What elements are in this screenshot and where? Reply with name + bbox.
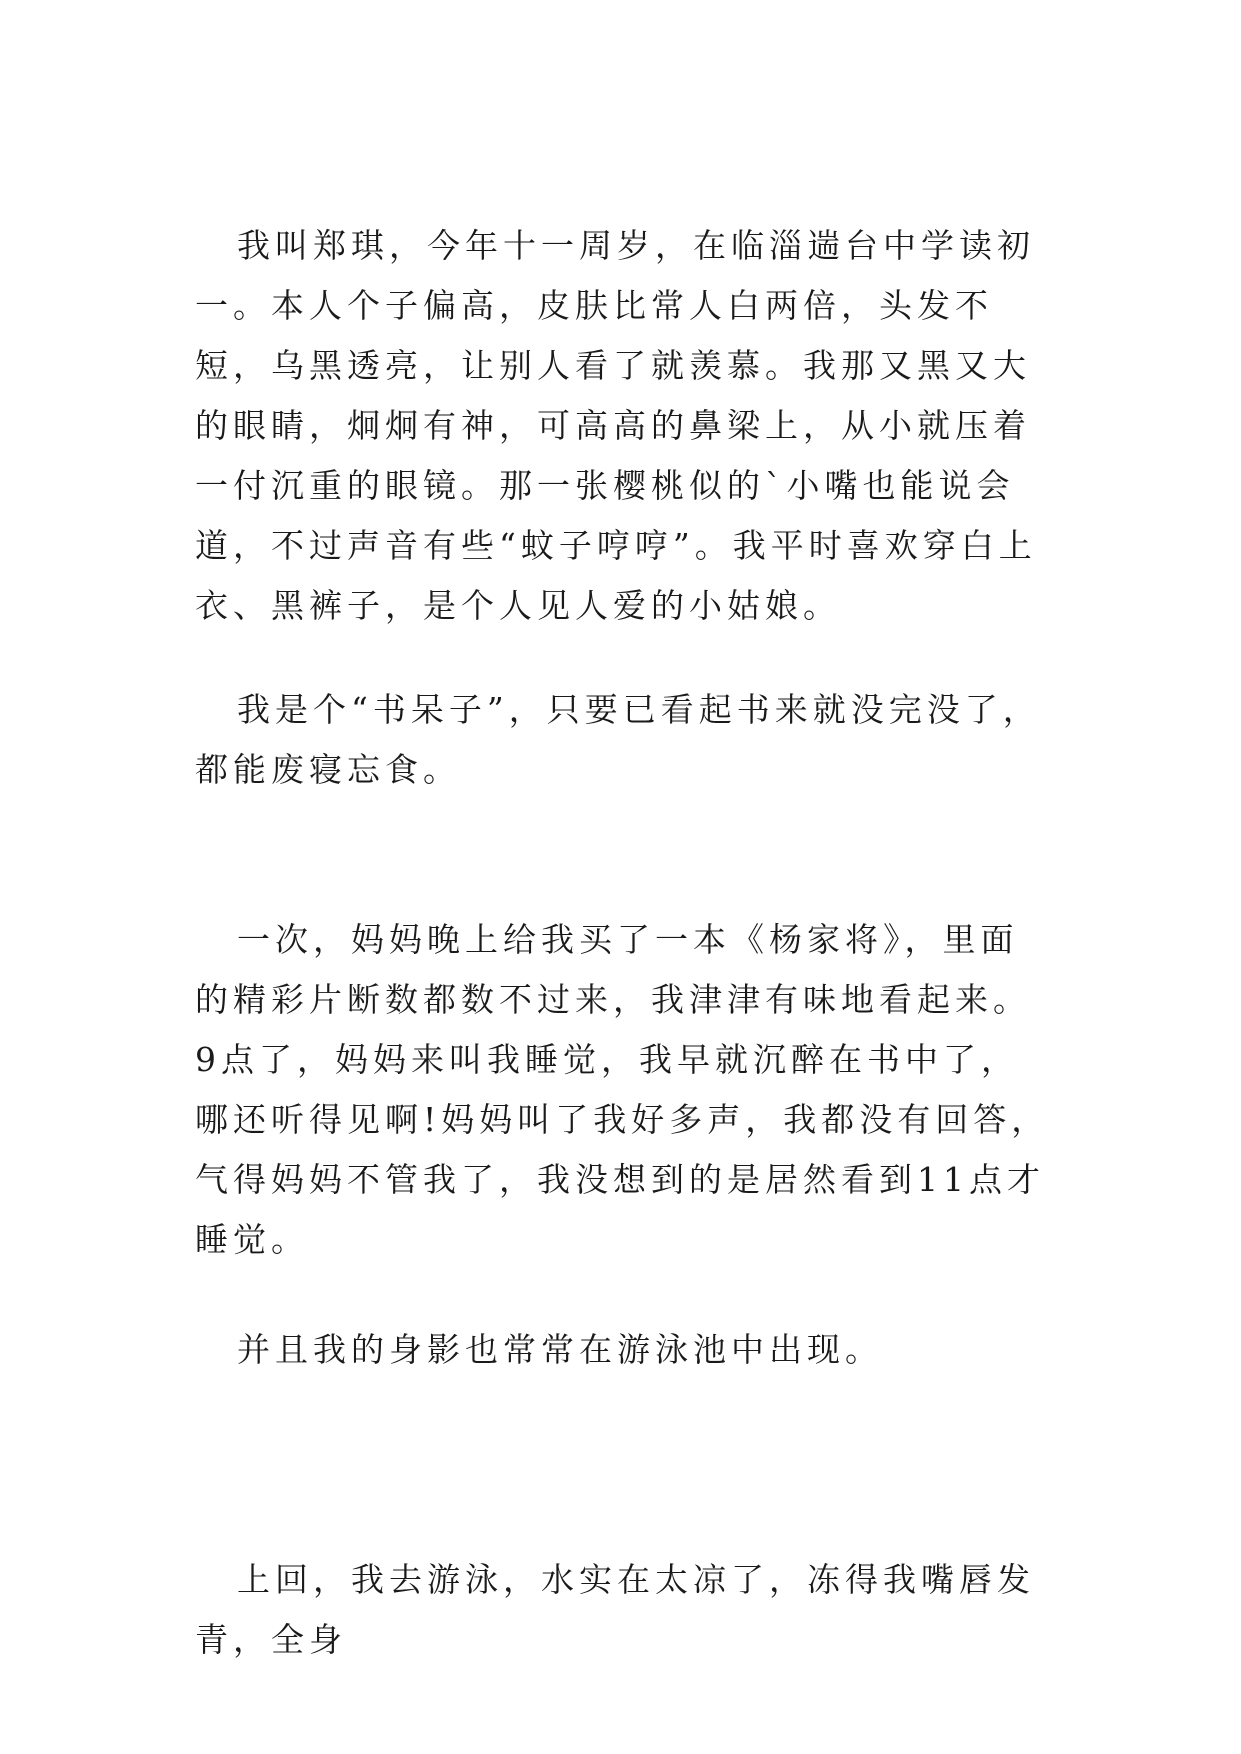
paragraph-reading-story: 一次，妈妈晚上给我买了一本《杨家将》，里面的精彩片断数都数不过来，我津津有味地看起来。9点了，妈妈来叫我睡觉，我早就沉醉在书中了，哪还听得见啊!妈妈叫了我好多声，我都没有回答，气得妈妈不管我了，我没想到的是居然看到11点才睡觉。 bbox=[195, 920, 1050, 1259]
paragraph-bookworm: 我是个“书呆子”，只要已看起书来就没完没了，都能废寝忘食。 bbox=[195, 690, 1041, 789]
paragraph-self-introduction: 我叫郑琪，今年十一周岁，在临淄遄台中学读初一。本人个子偏高，皮肤比常人白两倍，头发不短，乌黑透亮，让别人看了就羡慕。我那又黑又大的眼睛，炯炯有神，可高高的鼻梁上，从小就压着一付沉重的眼镜。那一张樱桃似的`小嘴也能说会道，不过声音有些“蚊子哼哼”。我平时喜欢穿白上衣、黑裤子，是个人见人爱的小姑娘。 bbox=[195, 226, 1037, 625]
paragraph-swimming-story: 上回，我去游泳，水实在太凉了，冻得我嘴唇发青，全身 bbox=[195, 1560, 1035, 1659]
paragraph-swimming-intro: 并且我的身影也常常在游泳池中出现。 bbox=[237, 1330, 883, 1369]
